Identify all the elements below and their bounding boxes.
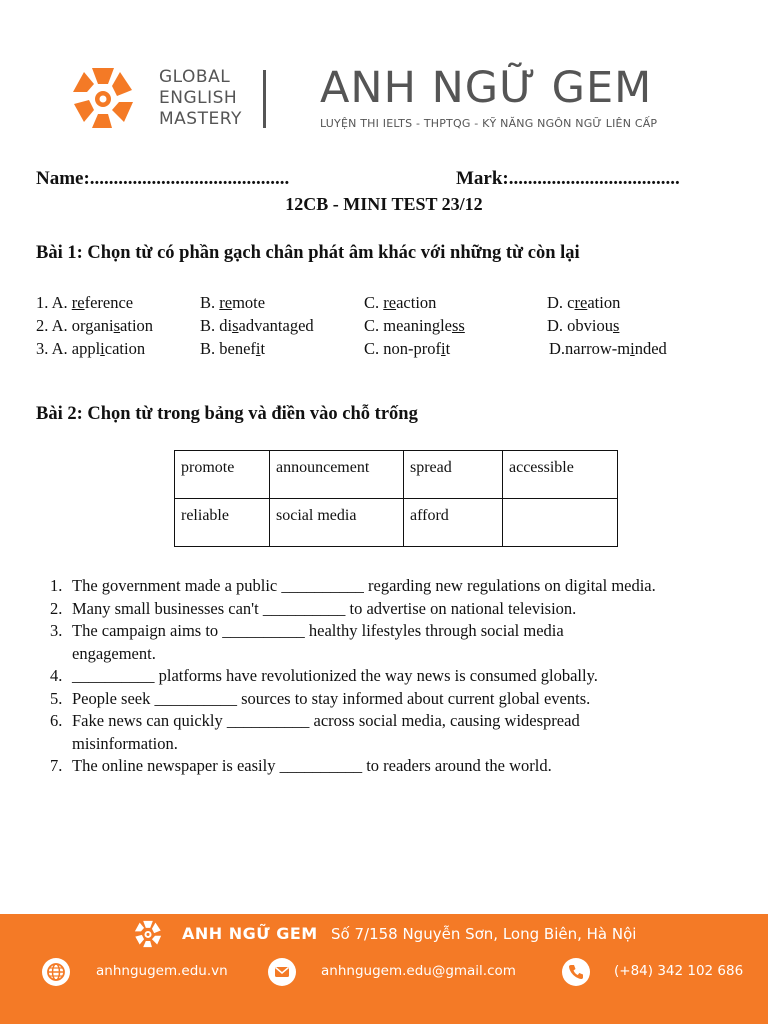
item-number: 4. [50,666,63,685]
underlined-part: ss [451,316,465,335]
exercise1-questions [36,293,736,362]
global-english-mastery-logo [72,66,134,130]
footer-website[interactable]: anhngugem.edu.vn [96,963,228,979]
option: C. non-profit [364,339,451,358]
footer [0,914,768,1024]
item-text: Many small businesses can't __________ to advertise on national television. [72,598,577,618]
option: B. disadvantaged [200,316,314,335]
option: C. meaningless [364,316,465,335]
word-cell: promote [175,451,270,499]
item-text: Fake news can quickly __________ across social media, causing widespread misinformation. [72,711,580,753]
word-cell: accessible [503,451,618,499]
item-text: The online newspaper is easily __________ to readers around the world. [72,756,552,775]
option: 2. A. organisation [36,316,154,335]
logo-word: ENGLISH [159,88,238,108]
table-row [175,451,618,499]
option: D. obvious [547,316,620,335]
gem-logo-icon [134,920,162,948]
underlined-part: i [441,339,446,358]
list-item [50,575,730,598]
exercise2-title: Bài 2: Chọn từ trong bảng và điền vào chỗ trống [36,404,418,424]
word-cell: social media [270,499,404,547]
exercise2-questions [50,575,730,778]
mail-icon [268,958,296,986]
phone-icon [562,958,590,986]
list-item [50,710,730,755]
word-bank-table [174,450,618,547]
mark-field: Mark:.................................... [456,168,680,189]
test-title: 12CB - MINI TEST 23/12 [285,194,483,214]
word-cell: announcement [270,451,404,499]
logo-word: GLOBAL [159,67,231,87]
underlined-part: i [630,339,635,358]
underlined-part: s [113,316,121,335]
logo-word: MASTERY [159,109,242,129]
option: B. remote [200,293,266,312]
exercise1-title: Bài 1: Chọn từ có phần gạch chân phát âm khác với những từ còn lại [36,243,580,263]
item-text: __________ platforms have revolutionized the way news is consumed globally. [72,666,598,685]
list-item [50,665,730,688]
option: 1. A. reference [36,293,134,312]
word-cell: spread [404,451,503,499]
list-item [50,620,730,665]
question-row [36,293,736,316]
footer-phone[interactable]: (+84) 342 102 686 [614,963,744,979]
word-cell: afford [404,499,503,547]
list-item [50,598,730,621]
underlined-part: re [71,293,85,312]
item-number: 5. [50,688,63,708]
table-row [175,499,618,547]
underlined-part: re [574,293,588,312]
item-number: 1. [50,576,63,595]
logo-wordmark [159,67,242,130]
item-number: 7. [50,756,63,775]
item-text: People seek __________ sources to stay informed about current global events. [72,688,591,708]
header-divider [263,70,266,128]
underlined-part: s [613,316,620,335]
item-number: 6. [50,711,63,730]
item-text: The campaign aims to __________ healthy lifestyles through social media engagement. [72,621,564,663]
underlined-part: re [219,293,233,312]
list-item [50,755,730,778]
option: B. benefit [200,339,266,358]
question-row [36,339,736,362]
globe-icon [42,958,70,986]
footer-email[interactable]: anhngugem.edu@gmail.com [321,963,516,979]
footer-address: Số 7/158 Nguyễn Sơn, Long Biên, Hà Nội [331,925,637,943]
item-number: 2. [50,598,63,618]
word-cell: reliable [175,499,270,547]
brand-name: ANH NGỮ GEM [320,63,653,113]
underlined-part: i [255,339,261,358]
name-field: Name:.......................................... [36,168,290,189]
word-cell [503,499,618,547]
underlined-part: re [383,293,397,312]
item-text: The government made a public __________ regarding new regulations on digital media. [72,576,656,595]
underlined-part: i [100,339,105,358]
list-item [50,688,730,711]
brand-tagline: LUYỆN THI IELTS - THPTQG - KỸ NĂNG NGÔN NGỮ LIÊN CẤP [320,117,658,130]
footer-brand: ANH NGỮ GEM [182,924,318,943]
underlined-part: s [232,316,239,335]
option: 3. A. application [36,339,146,358]
item-number: 3. [50,621,63,640]
option: D. creation [547,293,621,312]
option: D.narrow-minded [549,339,667,358]
option: C. reaction [364,293,437,312]
question-row [36,316,736,339]
